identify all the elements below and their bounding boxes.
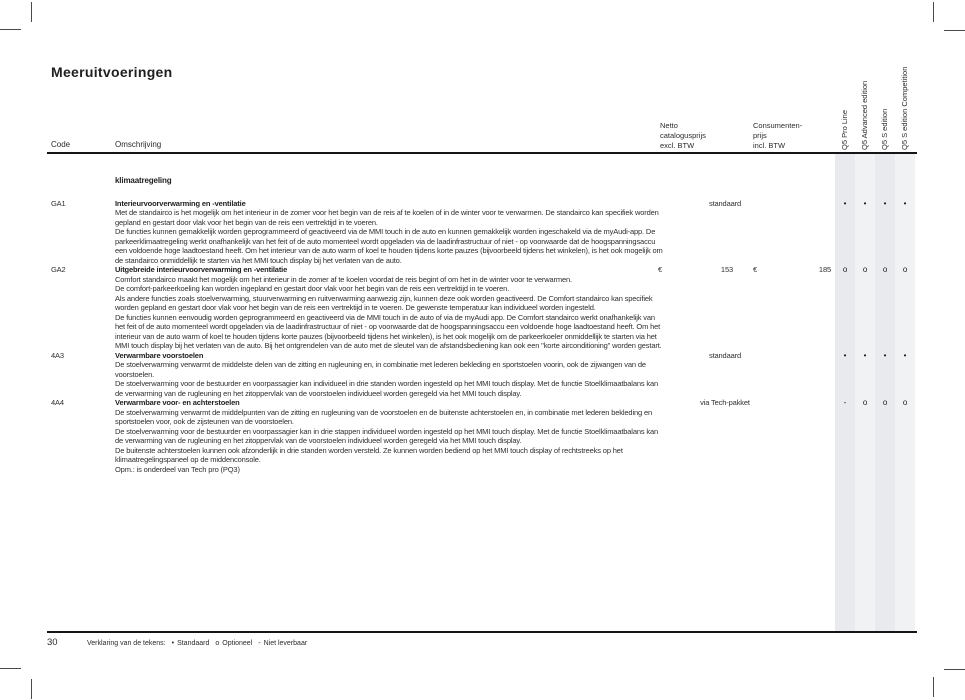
euro-sign: € xyxy=(753,265,758,274)
availability-mark: • xyxy=(863,198,867,208)
table-row xyxy=(0,351,965,399)
euro-sign: € xyxy=(658,265,663,274)
availability-mark: o xyxy=(882,398,888,407)
column-header-trim-q5-pro-line: Q5 Pro Line xyxy=(840,109,849,150)
crop-mark-icon xyxy=(31,2,32,22)
option-paragraph: Opm.: is onderdeel van Tech pro (PQ3) xyxy=(115,464,240,474)
option-description xyxy=(115,398,663,474)
price-cell xyxy=(640,199,810,209)
column-header-code: Code xyxy=(51,140,71,149)
availability-mark: • xyxy=(863,350,867,360)
option-paragraph: De functies kunnen gemakkelijk worden geprogrammeerd of geactiveerd via de MMI touch in de auto en kunnen gemakkelijk worden ingeschakeld via de myAudi-app. De parkeerklimaatregeling werkt onafhankelijk van het feit of de auto momenteel wordt opgeladen via de laadinfrastructuur of niet - op voorwaarde dat de hoogspanningsaccu een voldoende hoge laadtoestand heeft. Om het interieur van de auto warm of koel te houden tijdens korte pauzes (bijvoorbeeld tijdens het winkelen), is het ook mogelijk om de standairco onmiddellijk te starten via het MMI touch display bij het verlaten van de auto. xyxy=(115,227,663,265)
table-row xyxy=(0,398,965,474)
availability-mark: o xyxy=(902,265,908,274)
option-description xyxy=(115,351,663,399)
legend-item-optioneel xyxy=(215,640,252,647)
option-description xyxy=(115,265,663,351)
option-paragraph: Als andere functies zoals stoelverwarming, stuurverwarming en ruitverwarming aanwezig zijn, kunnen deze ook worden geactiveerd. De Comfort standairco kan specifiek worden gepland en gestart door vlak voor het begin van de reis een vertrektijd in te voeren. De gewenste temperatuur kan individueel worden ingesteld. xyxy=(115,293,653,312)
option-paragraph: De stoelverwarming verwarmt de middelste delen van de zitting en rugleuning en, in combinatie met lederen bekleding en sportstoelen voorin, ook de zijwangen van de voorstoelen. xyxy=(115,360,646,379)
option-title: Uitgebreide interieurvoorverwarming en -ventilatie xyxy=(115,265,288,274)
availability-cell xyxy=(835,199,915,209)
availability-mark: • xyxy=(843,198,847,208)
legend-item-standaard xyxy=(172,640,210,647)
legend-item-label: Optioneel xyxy=(222,640,253,647)
crop-mark-icon xyxy=(0,668,21,669)
price-value: 153 xyxy=(720,265,733,274)
option-title: Verwarmbare voor- en achterstoelen xyxy=(115,398,240,407)
table-row xyxy=(0,265,965,351)
legend-prefix: Verklaring van de tekens: xyxy=(87,640,166,647)
availability-mark: o xyxy=(862,398,868,407)
symbols-legend xyxy=(87,640,307,647)
price-cell xyxy=(640,351,810,361)
consumer-price xyxy=(753,265,831,275)
legend-item-niet-leverbaar xyxy=(258,640,307,647)
availability-text: standaard xyxy=(708,350,741,360)
legend-item-label: Standaard xyxy=(177,640,210,647)
page-title: Meeruitvoeringen xyxy=(51,64,173,80)
option-code: 4A4 xyxy=(51,398,64,407)
availability-mark: • xyxy=(903,350,907,360)
option-paragraph: De functies kunnen eenvoudig worden geprogrammeerd en geactiveerd via de MMI touch in de auto of via de myAudi app. De Comfort standairco werkt onafhankelijk van het feit of de auto momenteel wordt opgeladen via de laadinfrastructuur of niet - op voorwaarde dat de hoogspanningsaccu een voldoende hoge laadtoestand heeft. Om het interieur van de auto warm of koel te houden tijdens korte pauzes (bijvoorbeeld tijdens het winkelen), is het ook mogelijk om de parkeerkoeler onmiddellijk te starten via het MMI touch display bij het verlaten van de auto. Bij het ontgrendelen van de auto met de sleutel van de afstandsbediening kan ook een "korte airconditioning" worden gestart. xyxy=(115,312,662,350)
option-paragraph: Met de standairco is het mogelijk om het interieur in de zomer voor het begin van de reis af te koelen of in de winter voor te verwarmen. De standairco kan specifiek worden gepland en gestart door vlak voor het begin van de reis een vertrektijd in te voeren. xyxy=(115,208,659,227)
column-header-line: incl. BTW xyxy=(753,141,786,150)
option-paragraph: De comfort-parkeerkoeling kan worden ingepland en gestart door vlak voor het begin van de reis een vertrektijd in te voeren. xyxy=(115,284,510,293)
optioneel-circle-icon: o xyxy=(215,640,220,647)
availability-mark: o xyxy=(862,265,868,274)
availability-mark: • xyxy=(843,350,847,360)
legend-item-label: Niet leverbaar xyxy=(263,640,308,647)
crop-mark-icon xyxy=(944,30,965,31)
table-row xyxy=(0,199,965,266)
header-rule xyxy=(47,152,917,154)
column-header-description: Omschrijving xyxy=(115,140,162,149)
column-header-consumer-price xyxy=(753,121,802,151)
price-cell xyxy=(640,398,810,408)
option-code: GA1 xyxy=(51,198,66,208)
availability-mark: o xyxy=(882,265,888,274)
availability-mark: o xyxy=(842,265,848,274)
column-header-netto-price xyxy=(660,121,706,151)
footer-rule xyxy=(47,631,917,633)
section-heading: klimaatregeling xyxy=(115,176,172,185)
option-code: 4A3 xyxy=(51,350,64,360)
availability-mark: • xyxy=(903,198,907,208)
standaard-dot-icon: • xyxy=(171,640,175,647)
option-title: Verwarmbare voorstoelen xyxy=(115,350,204,360)
availability-text: standaard xyxy=(708,198,741,208)
availability-mark: o xyxy=(902,398,908,407)
column-header-line: prijs xyxy=(753,131,767,140)
availability-mark: • xyxy=(883,198,887,208)
netto-price xyxy=(658,265,733,275)
column-header-line: Consumenten- xyxy=(753,121,803,130)
column-header-line: excl. BTW xyxy=(660,141,695,150)
option-paragraph: De stoelverwarming voor de bestuurder en voorpassagier kan in drie stappen individueel worden ingesteld op het MMI touch display. Met de functie Stoelklimaatbalans kan de verwarming van de rugleuning en het zitoppervlak van de voorstoelen individueel worden geregeld via het MMI touch display. xyxy=(115,426,659,445)
option-paragraph: De stoelverwarming voor de bestuurder en voorpassagier kan individueel in drie standen worden ingesteld op het MMI touch display. Met de functie Stoelklimaatbalans kan de verwarming van de rugleuning en het zitoppervlak van de voorstoelen individueel worden geregeld via het MMI touch display. xyxy=(115,379,659,398)
price-value: 185 xyxy=(818,265,831,274)
column-header-trim-q5-advanced-edition: Q5 Advanced edition xyxy=(860,80,869,150)
availability-mark: - xyxy=(843,398,847,407)
availability-cell xyxy=(835,398,915,408)
column-header-trim-q5-s-edition: Q5 S edition xyxy=(880,108,889,150)
column-header-line: Netto xyxy=(660,121,678,130)
niet-leverbaar-dash-icon: - xyxy=(258,640,261,647)
crop-mark-icon xyxy=(0,29,21,30)
option-code: GA2 xyxy=(51,265,66,274)
availability-mark: • xyxy=(883,350,887,360)
column-header-line: catalogusprijs xyxy=(660,131,706,140)
crop-mark-icon xyxy=(31,679,32,699)
availability-cell xyxy=(835,351,915,361)
option-paragraph: Comfort standairco maakt het mogelijk om het interieur in de zomer af te koelen voordat de reis begint of om het in de winter voor te verwarmen. xyxy=(115,274,572,284)
option-description xyxy=(115,199,663,266)
availability-text: via Tech-pakket xyxy=(700,398,750,407)
price-cell xyxy=(640,265,831,275)
column-header-trim-q5-s-edition-competition: Q5 S edition Competition xyxy=(900,66,909,150)
page-number: 30 xyxy=(47,637,58,648)
option-paragraph: De stoelverwarming verwarmt de middelpunten van de zitting en rugleuning van de voorstoelen en de buitenste achterstoelen en, in combinatie met lederen bekleding en sportstoelen voor, ook de zijsteunen van de voorstoelen. xyxy=(115,407,652,426)
availability-cell xyxy=(835,265,915,275)
option-title: Interieurvoorverwarming en -ventilatie xyxy=(115,198,246,208)
option-paragraph: De buitenste achterstoelen kunnen ook afzonderlijk in drie standen worden versteld. Ze kunnen worden bediend op het MMI touch display of rechtstreeks op het klimaatregelingspaneel op de middenconsole. xyxy=(115,445,623,464)
crop-mark-icon xyxy=(933,677,934,697)
crop-mark-icon xyxy=(944,669,965,670)
table-body xyxy=(0,176,965,474)
crop-mark-icon xyxy=(933,2,934,22)
